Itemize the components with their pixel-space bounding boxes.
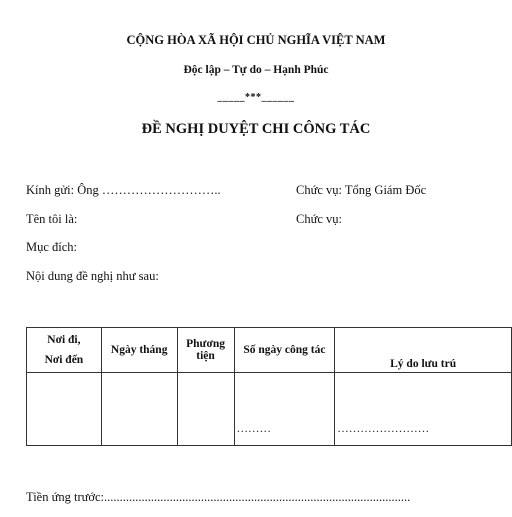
applicant-name-label: Tên tôi là: (26, 212, 78, 226)
national-motto: Độc lập – Tự do – Hạnh Phúc (183, 64, 329, 76)
recipient-position: Chức vụ: Tổng Giám Đốc (296, 183, 427, 197)
col-header-transport-line1: Phương (186, 338, 225, 350)
col-header-days: Số ngày công tác (234, 328, 335, 373)
recipient-line: Kính gửi: Ông ……………………….. (26, 183, 221, 197)
request-content-label: Nội dung đề nghị như sau: (26, 269, 159, 283)
cell-date[interactable] (101, 373, 177, 446)
table-row (27, 373, 512, 446)
advance-payment-line: Tiền ứng trước:.................................................................................................. (26, 490, 411, 504)
cell-reason[interactable] (335, 373, 512, 446)
col-header-date: Ngày tháng (101, 328, 177, 373)
col-header-transport-line2: tiện (196, 350, 215, 362)
separator: _____***______ (217, 92, 295, 103)
expense-table (26, 327, 512, 446)
col-header-reason: Lý do lưu trú (335, 328, 512, 373)
col-header-route-line1: Nơi đi, (47, 334, 81, 346)
col-header-route (27, 328, 102, 373)
cell-reason-dots: …………………… (337, 423, 430, 435)
cell-days[interactable] (234, 373, 335, 446)
purpose-label: Mục đích: (26, 240, 78, 254)
col-header-route-line2: Nơi đến (44, 354, 84, 366)
country-name: CỘNG HÒA XÃ HỘI CHỦ NGHĨA VIỆT NAM (126, 33, 386, 47)
table-header-row (27, 328, 512, 373)
applicant-position-label: Chức vụ: (296, 212, 343, 226)
cell-transport[interactable] (177, 373, 234, 446)
cell-route[interactable] (27, 373, 102, 446)
document-title: ĐỀ NGHỊ DUYỆT CHI CÔNG TÁC (141, 121, 371, 137)
col-header-transport (177, 328, 234, 373)
cell-days-dots: ……… (236, 423, 272, 435)
